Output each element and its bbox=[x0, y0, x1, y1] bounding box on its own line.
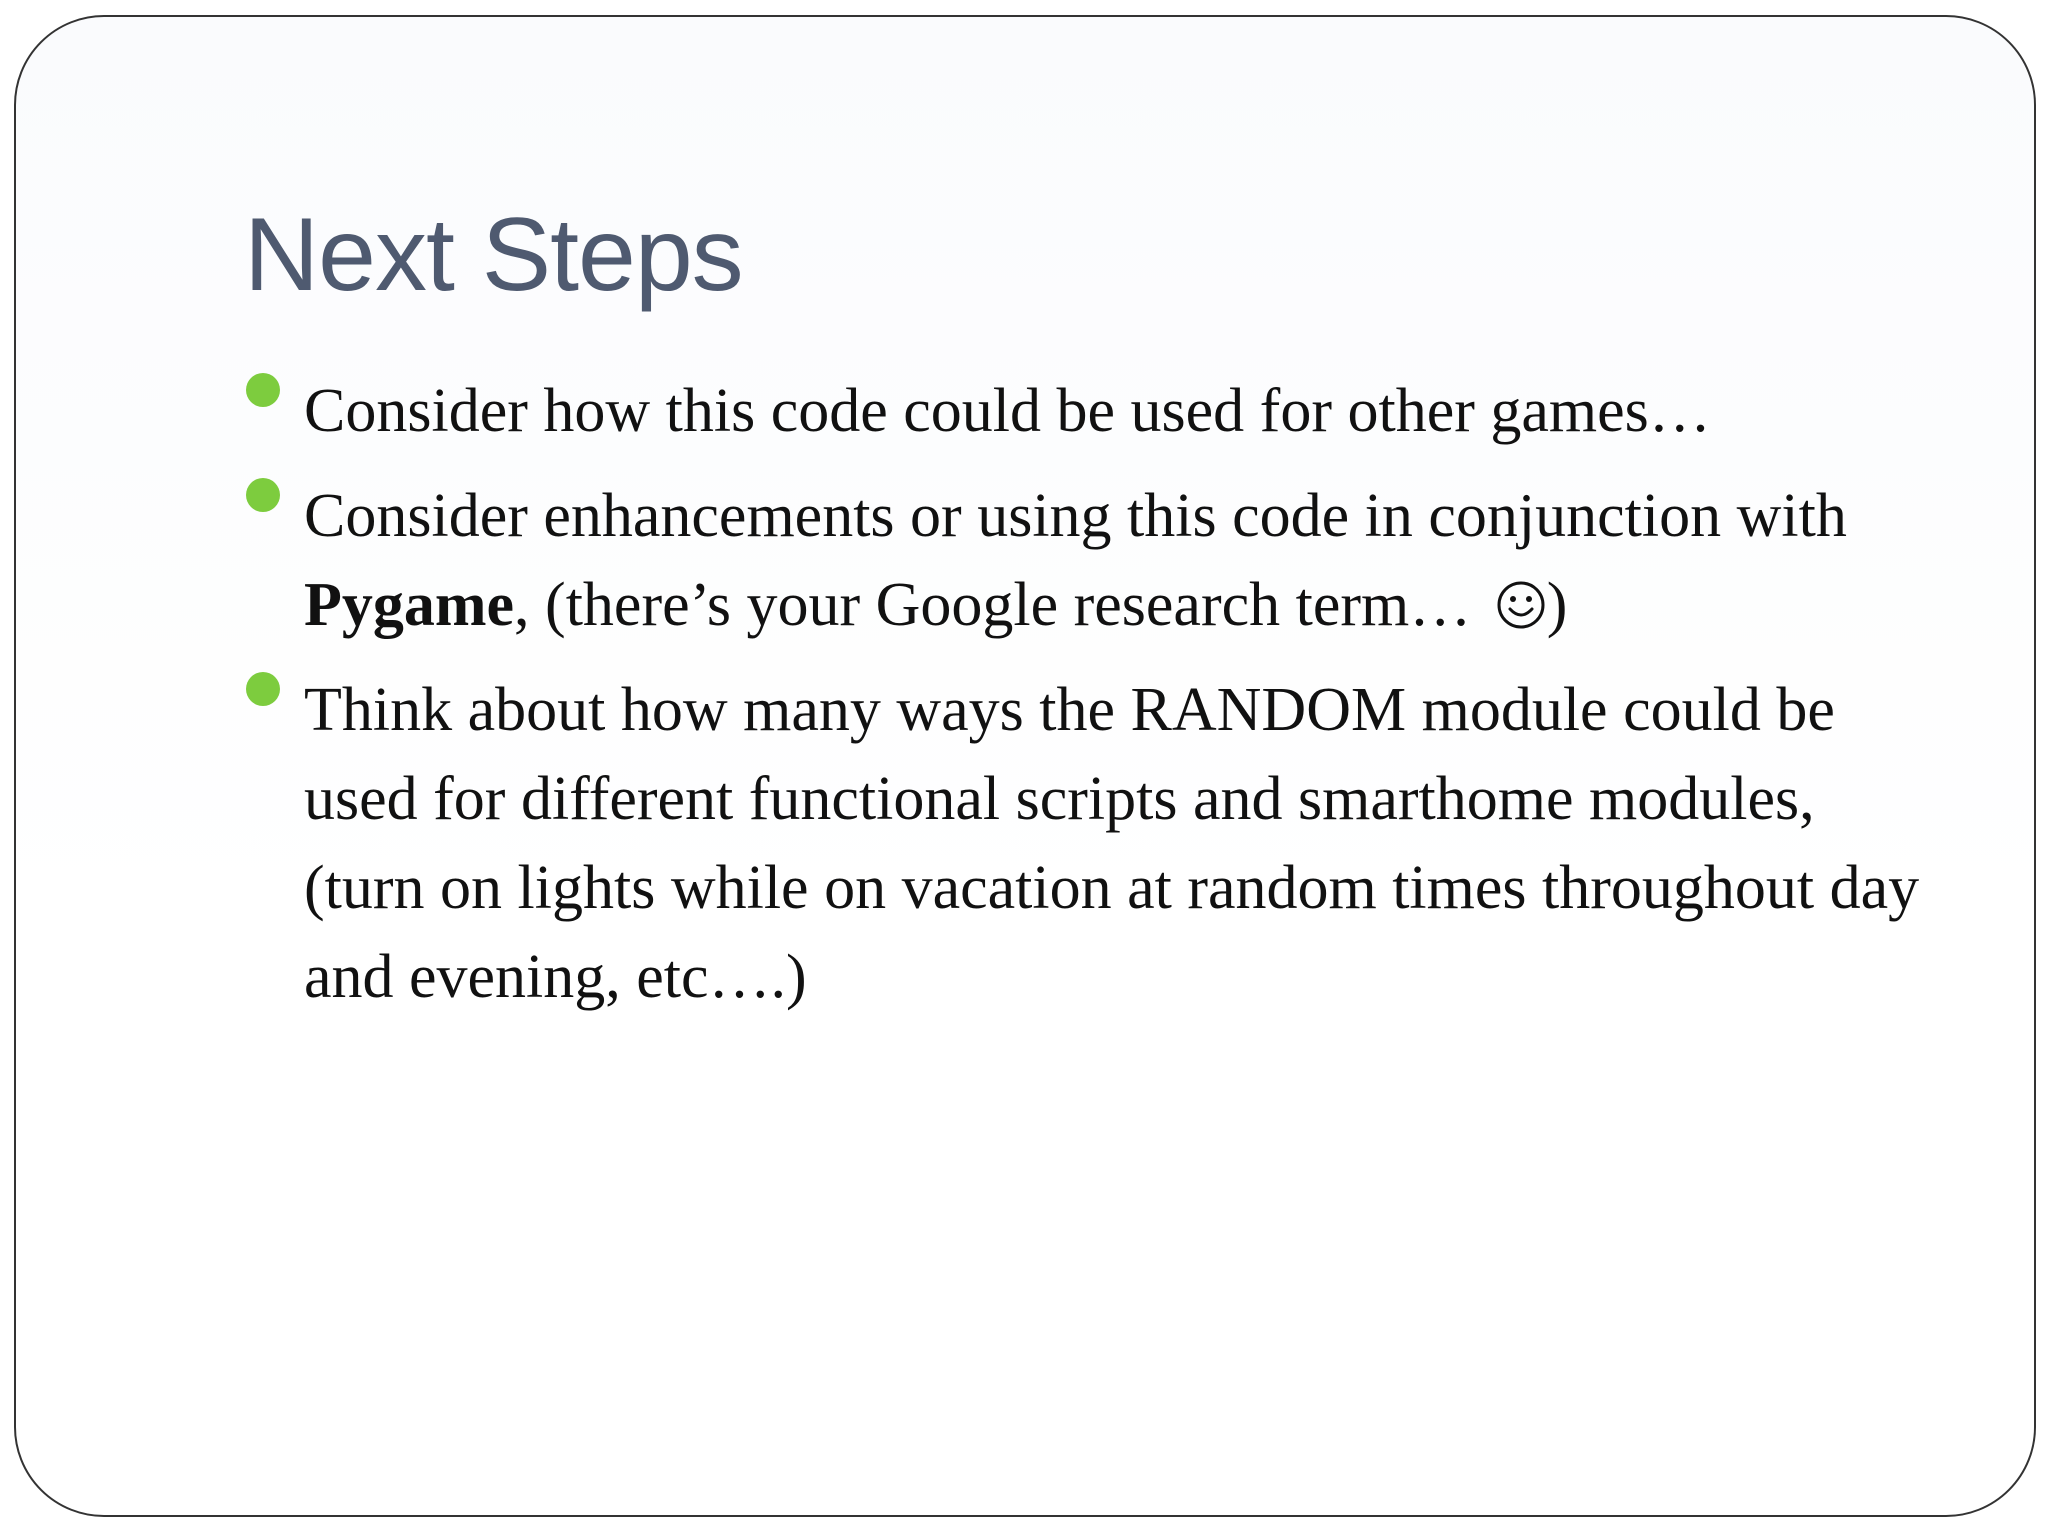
bullet-item bbox=[244, 666, 1924, 1022]
bullet-text: Think about how many ways the RANDOM module could be used for different functional scripts and smarthome modules, (turn on lights while on vacation at random times throughout day and evening, etc….) bbox=[304, 676, 1920, 1011]
bullet-item bbox=[244, 472, 1924, 650]
smiley-face-icon bbox=[1495, 579, 1547, 631]
bullet-text-start: Consider enhancements or using this code in conjunction with bbox=[304, 482, 1847, 550]
bullet-text-end: ) bbox=[1546, 571, 1568, 639]
bullet-text-middle: , (there’s your Google research term… bbox=[514, 571, 1487, 639]
bullet-text: Consider how this code could be used for other games… bbox=[304, 377, 1711, 445]
slide-title: Next Steps bbox=[244, 197, 743, 313]
bullet-list bbox=[244, 367, 1924, 1038]
slide-frame bbox=[14, 15, 2036, 1517]
bullet-dot-icon bbox=[246, 672, 280, 706]
bullet-bold-term: Pygame bbox=[304, 571, 515, 639]
bullet-dot-icon bbox=[246, 478, 280, 512]
bullet-dot-icon bbox=[246, 373, 280, 407]
bullet-item bbox=[244, 367, 1924, 456]
